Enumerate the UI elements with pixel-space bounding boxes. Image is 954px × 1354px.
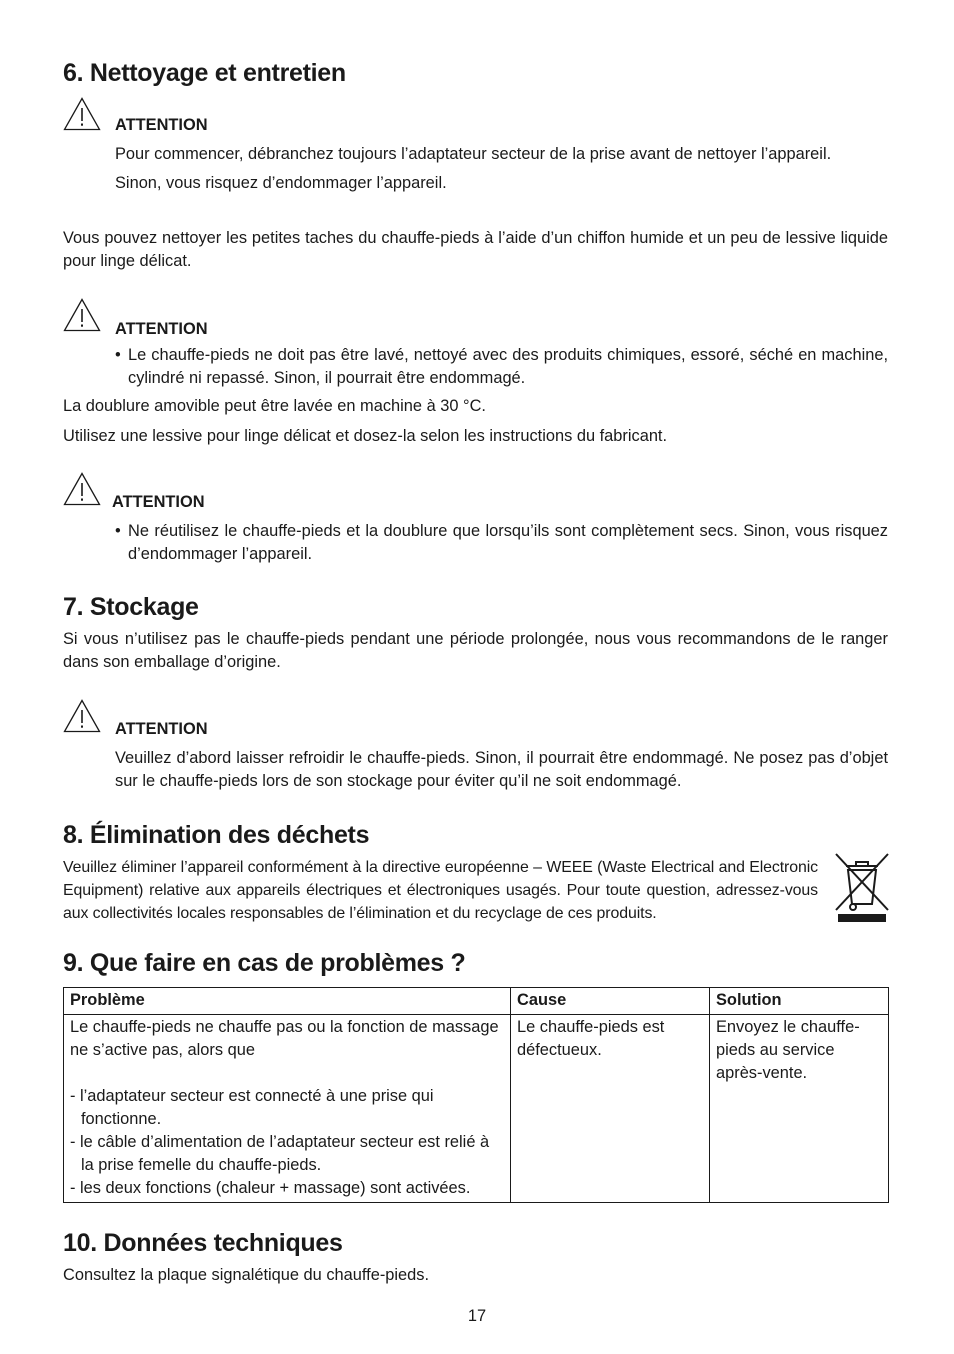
warning-text-line-2: Sinon, vous risquez d’endommager l’appareil. xyxy=(115,174,447,192)
attention-label: ATTENTION xyxy=(112,493,205,511)
table-header-row xyxy=(64,988,889,1015)
attention-label: ATTENTION xyxy=(115,720,208,738)
troubleshooting-table xyxy=(63,987,889,1203)
header-solution: Solution xyxy=(710,988,889,1015)
header-cause: Cause xyxy=(511,988,710,1015)
warning-triangle-icon xyxy=(63,699,101,733)
warning-bullet-text: Le chauffe-pieds ne doit pas être lavé, nettoyé avec des produits chimiques, essoré, séché en machine, cylindré ni repassé. Sinon, il pourrait être endommagé. xyxy=(128,346,888,387)
section-7-title: 7. Stockage xyxy=(63,593,199,621)
section-10-title: 10. Données techniques xyxy=(63,1229,343,1257)
table-row xyxy=(64,1015,889,1203)
problem-item: - le câble d’alimentation de l’adaptateur secteur est relié à la prise femelle du chauffe-pieds. xyxy=(70,1133,490,1174)
section-6-title: 6. Nettoyage et entretien xyxy=(63,59,346,87)
warning-triangle-icon xyxy=(63,97,101,131)
cause-cell: Le chauffe-pieds est défectueux. xyxy=(511,1015,710,1203)
storage-warning-text: Veuillez d’abord laisser refroidir le chauffe-pieds. Sinon, il pourrait être endommagé. Ne posez pas d’objet sur le chauffe-pieds lors de son stockage pour éviter qu’il ne soit endommagé. xyxy=(115,749,888,790)
warning-bullet xyxy=(115,520,888,566)
attention-label: ATTENTION xyxy=(115,116,208,134)
lining-paragraph: La doublure amovible peut être lavée en machine à 30 °C. xyxy=(63,397,486,415)
disposal-paragraph: Veuillez éliminer l’appareil conformément à la directive européenne – WEEE (Waste Electrical and Electronic Equipment) relative aux appareils électriques et électroniques usagés. Pour toute question, adressez-vous aux collectivités locales responsables de l’élimination et du recyclage de ces produits. xyxy=(63,859,818,922)
problem-item: - l’adaptateur secteur est connecté à une prise qui fonctionne. xyxy=(70,1087,434,1128)
crossed-out-wheelie-bin-icon xyxy=(834,852,890,924)
cleaning-paragraph: Vous pouvez nettoyer les petites taches du chauffe-pieds à l’aide d’un chiffon humide et un peu de lessive liquide pour linge délicat. xyxy=(63,229,888,270)
storage-paragraph: Si vous n’utilisez pas le chauffe-pieds pendant une période prolongée, nous vous recommandons de le ranger dans son emballage d’origine. xyxy=(63,630,888,671)
problem-cell xyxy=(64,1015,511,1203)
bullet-dot: • xyxy=(115,346,121,364)
bullet-dot: • xyxy=(115,522,121,540)
attention-label: ATTENTION xyxy=(115,320,208,338)
warning-triangle-icon xyxy=(63,472,101,506)
warning-text-line-1: Pour commencer, débranchez toujours l’adaptateur secteur de la prise avant de nettoyer l’appareil. xyxy=(115,145,832,163)
page-number: 17 xyxy=(467,1307,487,1325)
problem-item: - les deux fonctions (chaleur + massage) sont activées. xyxy=(70,1179,471,1197)
warning-triangle-icon xyxy=(63,298,101,332)
section-9-title: 9. Que faire en cas de problèmes ? xyxy=(63,949,466,977)
warning-bullet xyxy=(115,344,888,390)
problem-intro: Le chauffe-pieds ne chauffe pas ou la fonction de massage ne s’active pas, alors que xyxy=(70,1018,499,1059)
header-probleme: Problème xyxy=(64,988,511,1015)
detergent-paragraph: Utilisez une lessive pour linge délicat et dosez-la selon les instructions du fabricant. xyxy=(63,427,668,445)
solution-cell: Envoyez le chauffe-pieds au service après-vente. xyxy=(710,1015,889,1203)
technical-data-paragraph: Consultez la plaque signalétique du chauffe-pieds. xyxy=(63,1266,430,1284)
section-8-title: 8. Élimination des déchets xyxy=(63,821,370,849)
warning-bullet-text: Ne réutilisez le chauffe-pieds et la doublure que lorsqu’ils sont complètement secs. Sinon, vous risquez d’endommager l’appareil. xyxy=(128,522,888,563)
